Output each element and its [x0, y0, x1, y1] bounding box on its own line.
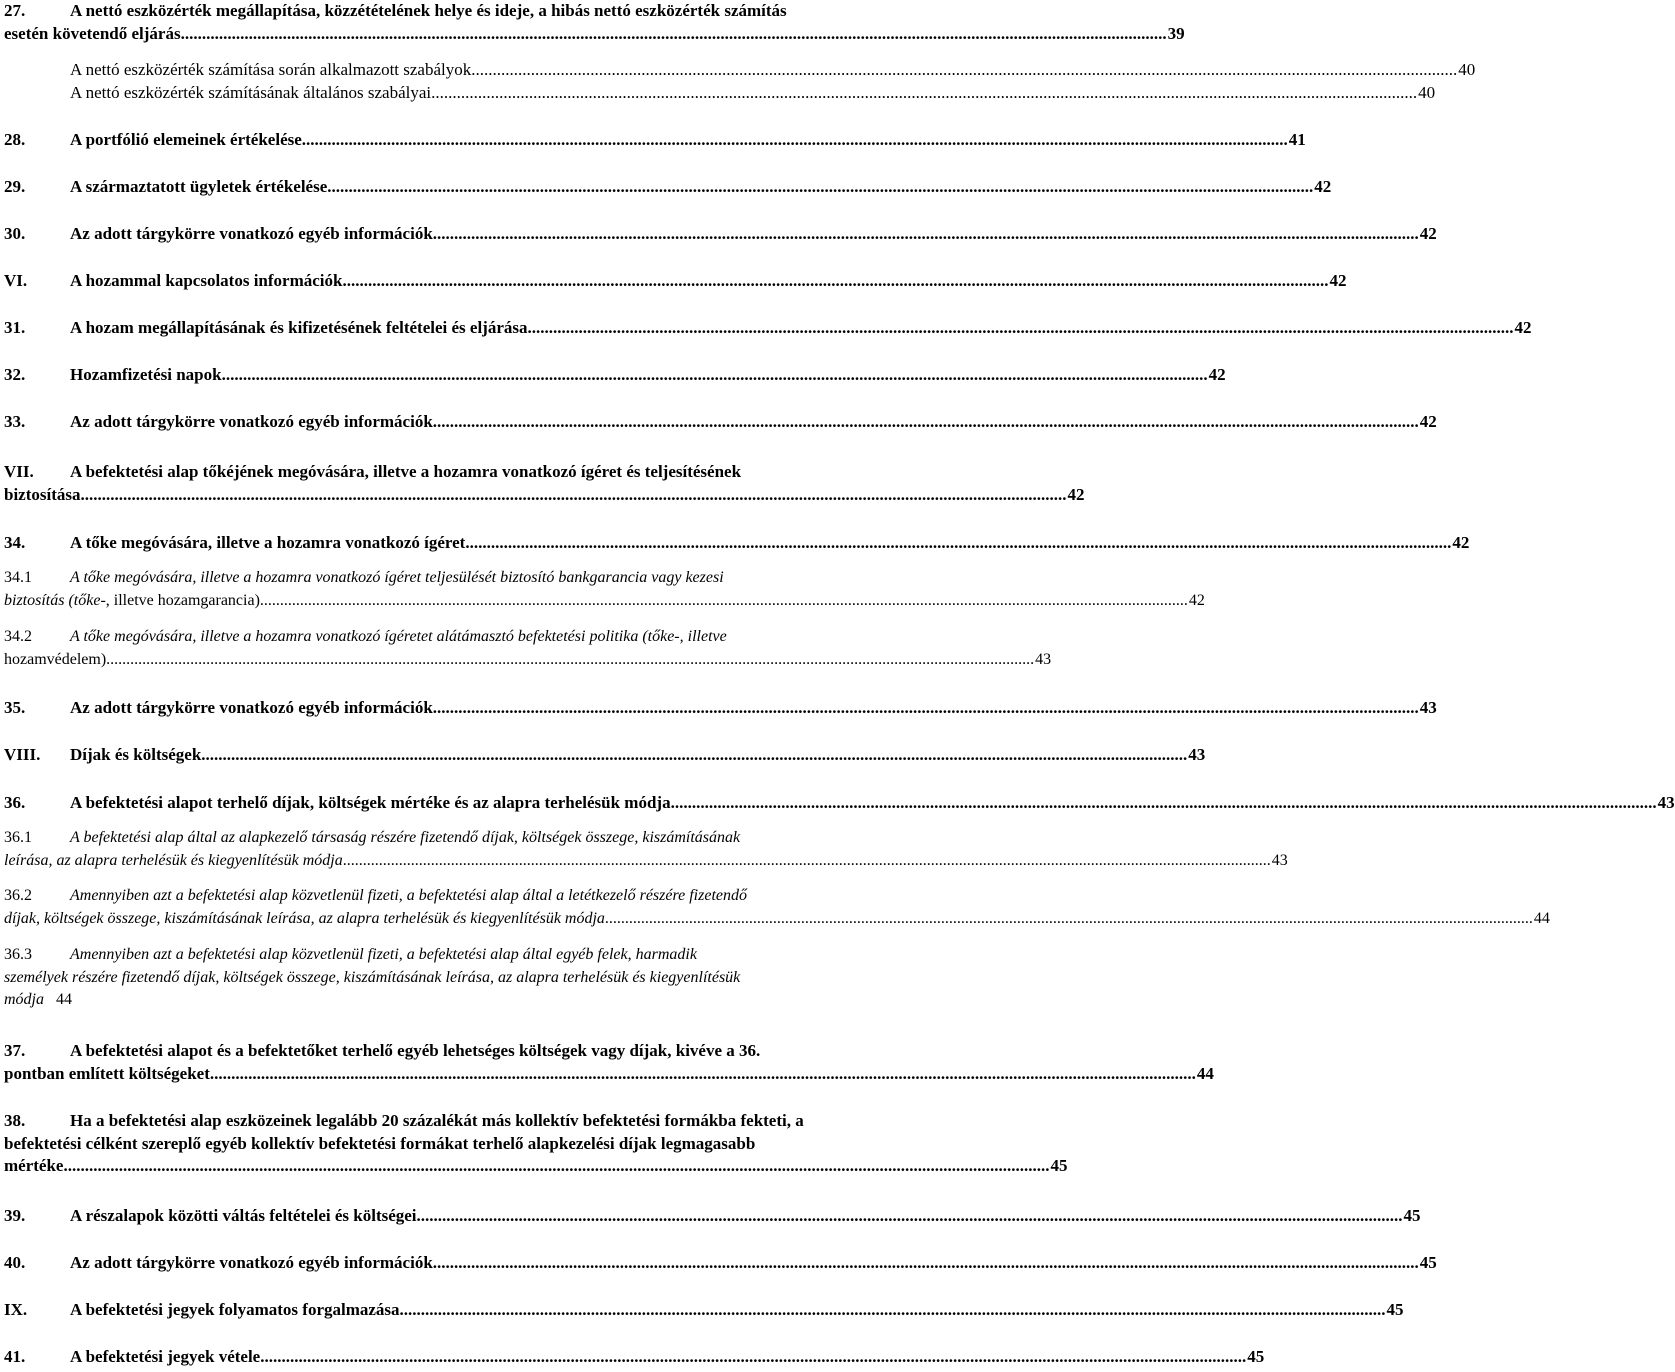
page-number: 41	[1288, 130, 1306, 149]
page-number: 43	[1271, 851, 1288, 869]
leader-dots	[400, 1299, 1386, 1322]
leader-dots	[465, 532, 1451, 555]
page-number: 42	[1067, 484, 1085, 504]
toc-entry-31[interactable]: 31. A hozam megállapításának és kifizetésének feltételei és eljárása ..... 42	[4, 317, 960, 340]
page-number: 43	[1188, 745, 1206, 764]
toc-entry-30[interactable]: 30. Az adott tárgykörre vonatkozó egyéb információk ..... 42	[4, 223, 960, 246]
leader-dots	[671, 792, 1657, 815]
toc-entry-nav-general-rules[interactable]: A nettó eszközérték számításának általános szabályai ..... 40	[4, 82, 960, 105]
leader-dots	[302, 129, 1288, 152]
toc-entry-36-2[interactable]: 36.2 Amennyiben azt a befektetési alap közvetlenül fizeti, a befektetési alap által a letétkezelő részére fizetendő díjak, költségek összege, kiszámításának leírása, az alapra terhelésük és kiegyenlítésük módja ..... 44	[4, 885, 960, 930]
leader-dots	[260, 590, 1188, 613]
page-number: 40	[1458, 60, 1476, 79]
page-number: 44	[56, 991, 72, 1008]
leader-dots	[471, 59, 1457, 82]
leader-dots	[201, 744, 1187, 767]
toc-entry-39[interactable]: 39. A részalapok közötti váltás feltételei és költségei ..... 45	[4, 1205, 960, 1228]
leader-dots	[222, 364, 1208, 387]
toc-entry-IX[interactable]: IX. A befektetési jegyek folyamatos forgalmazása ..... 45	[4, 1299, 960, 1322]
toc-entry-nav-rules[interactable]: A nettó eszközérték számítása során alkalmazott szabályok ..... 40	[4, 59, 960, 82]
page-number: 42	[1314, 177, 1332, 196]
page-number: 43	[1657, 793, 1675, 812]
page-number: 42	[1208, 365, 1226, 384]
page-number: 45	[1386, 1300, 1404, 1319]
page-number: 45	[1419, 1253, 1437, 1272]
leader-dots	[106, 649, 1034, 672]
toc-entry-34-1[interactable]: 34.1 A tőke megóvására, illetve a hozamra vonatkozó ígéret teljesülését biztosító bankgarancia vagy kezesi biztosítás (tőke-, illetve hozamgarancia) ..... 42	[4, 567, 960, 612]
page-number: 44	[1533, 909, 1550, 927]
leader-dots	[433, 1252, 1419, 1275]
leader-dots	[605, 908, 1533, 931]
toc-entry-title: A nettó eszközérték megállapítása, közzétételének helye és ideje, a hibás nettó eszközérték számítás	[70, 1, 787, 20]
toc-entry-VII[interactable]: VII. A befektetési alap tőkéjének megóvására, illetve a hozamra vonatkozó ígéret és teljesítésének biztosítása ..... 42	[4, 461, 960, 506]
leader-dots	[433, 697, 1419, 720]
leader-dots	[343, 850, 1271, 873]
leader-dots	[81, 484, 1067, 507]
leader-dots	[342, 270, 1328, 293]
toc-entry-VIII[interactable]: VIII. Díjak és költségek ..... 43	[4, 744, 960, 767]
leader-dots	[431, 82, 1417, 105]
toc-entry-36-1[interactable]: 36.1 A befektetési alap által az alapkezelő társaság részére fizetendő díjak, költségek összege, kiszámításának leírása, az alapra terhelésük és kiegyenlítésük módja ..... 43	[4, 827, 960, 872]
leader-dots	[210, 1063, 1196, 1086]
leader-dots	[433, 411, 1419, 434]
page-number: 40	[1418, 83, 1436, 102]
toc-entry-41[interactable]: 41. A befektetési jegyek vétele ..... 45	[4, 1346, 960, 1369]
page-number: 43	[1419, 698, 1437, 717]
page-number: 45	[1247, 1347, 1265, 1366]
leader-dots	[433, 223, 1419, 246]
page-number: 42	[1419, 412, 1437, 431]
toc-entry-33[interactable]: 33. Az adott tárgykörre vonatkozó egyéb információk ..... 42	[4, 411, 960, 434]
page-number: 45	[1050, 1156, 1068, 1175]
toc-entry-34-2[interactable]: 34.2 A tőke megóvására, illetve a hozamra vonatkozó ígéretet alátámasztó befektetési politika (tőke-, illetve hozamvédelem) ..... 43	[4, 626, 960, 671]
page-number: 39	[1167, 23, 1185, 43]
page-number: 42	[1329, 271, 1347, 290]
toc-entry-34[interactable]: 34. A tőke megóvására, illetve a hozamra vonatkozó ígéret ..... 42	[4, 532, 960, 555]
leader-dots	[417, 1205, 1403, 1228]
toc-entry-27[interactable]: 27. A nettó eszközérték megállapítása, közzétételének helye és ideje, a hibás nettó eszközérték számítás esetén követendő eljárás ..... 39	[4, 0, 960, 45]
toc-entry-36[interactable]: 36. A befektetési alapot terhelő díjak, költségek mértéke és az alapra terhelésük módja ..... 43	[4, 792, 960, 815]
toc-entry-38[interactable]: 38. Ha a befektetési alap eszközeinek legalább 20 százalékát más kollektív befektetési formákba fekteti, a befektetési célként szereplő egyéb kollektív befektetési formákat terhelő alapkezelési díjak legmagasabb mértéke ..... 45	[4, 1110, 960, 1178]
toc-entry-37[interactable]: 37. A befektetési alapot és a befektetőket terhelő egyéb lehetséges költségek vagy díjak, kivéve a 36. pontban említett költségeket ..... 44	[4, 1040, 960, 1085]
toc-entry-36-3[interactable]: 36.3 Amennyiben azt a befektetési alap közvetlenül fizeti, a befektetési alap által egyéb felek, harmadik személyek részére fizetendő díjak, költségek összege, kiszámításának leírása, az alapra terhelésük és kiegyenlítésük módja 44	[4, 946, 741, 1008]
leader-dots	[181, 23, 1167, 46]
leader-dots	[327, 176, 1313, 199]
leader-dots	[260, 1346, 1246, 1369]
page-number: 42	[1452, 533, 1470, 552]
leader-dots	[528, 317, 1514, 340]
toc-entry-40[interactable]: 40. Az adott tárgykörre vonatkozó egyéb információk ..... 45	[4, 1252, 960, 1275]
page-number: 42	[1188, 591, 1205, 609]
toc-entry-32[interactable]: 32. Hozamfizetési napok ..... 42	[4, 364, 960, 387]
page-number: 42	[1419, 224, 1437, 243]
page-number: 43	[1035, 650, 1052, 668]
toc-entry-35[interactable]: 35. Az adott tárgykörre vonatkozó egyéb információk ..... 43	[4, 697, 960, 720]
page-number: 45	[1403, 1206, 1421, 1225]
page-number: 44	[1196, 1063, 1214, 1083]
page-number: 42	[1514, 318, 1532, 337]
toc-entry-29[interactable]: 29. A származtatott ügyletek értékelése ..... 42	[4, 176, 960, 199]
toc-entry-28[interactable]: 28. A portfólió elemeinek értékelése ..... 41	[4, 129, 960, 152]
leader-dots	[63, 1155, 1049, 1178]
toc-entry-VI[interactable]: VI. A hozammal kapcsolatos információk ..... 42	[4, 270, 960, 293]
